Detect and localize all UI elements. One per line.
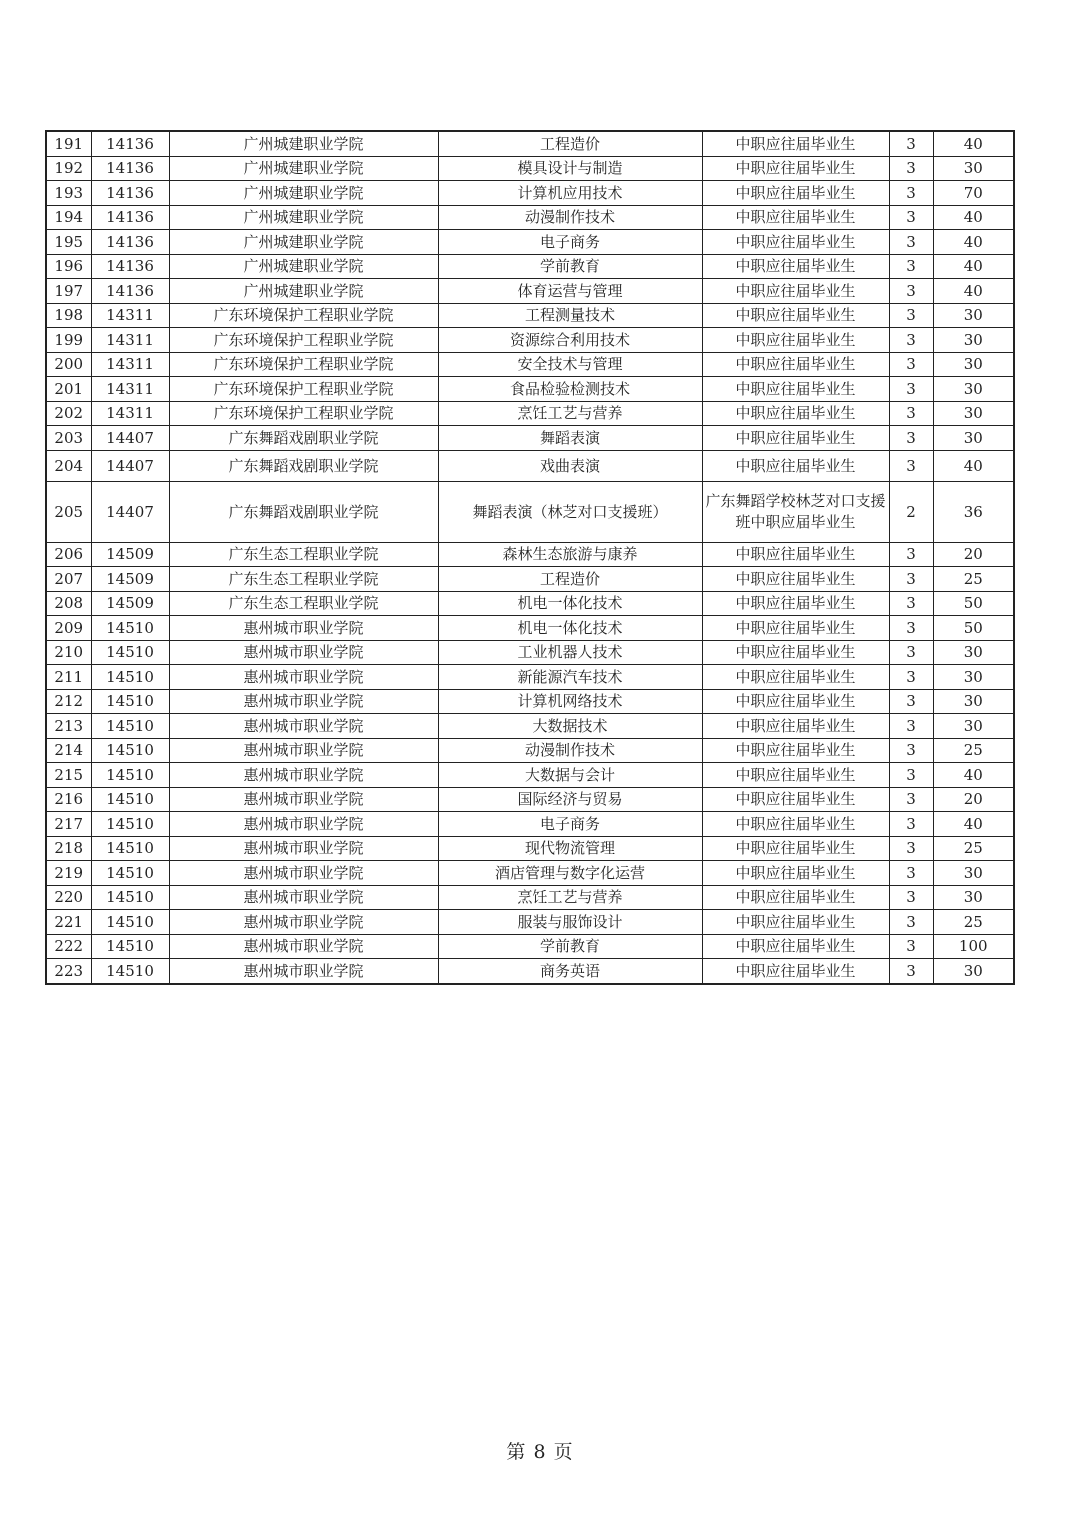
- row-number-cell: 196: [46, 254, 91, 279]
- enrollment-target-cell: 中职应往届毕业生: [702, 303, 889, 328]
- enrollment-target-cell: 中职应往届毕业生: [702, 861, 889, 886]
- table-row: [46, 959, 1014, 984]
- school-name-cell: 惠州城市职业学院: [169, 885, 438, 910]
- study-years-cell: 3: [889, 328, 933, 353]
- school-code-cell: 14311: [91, 352, 169, 377]
- table-row: [46, 836, 1014, 861]
- enrollment-target-cell: 中职应往届毕业生: [702, 591, 889, 616]
- row-number-cell: 205: [46, 481, 91, 542]
- row-number-cell: 208: [46, 591, 91, 616]
- study-years-cell: 3: [889, 640, 933, 665]
- school-code-cell: 14136: [91, 131, 169, 156]
- enrollment-target-cell: 中职应往届毕业生: [702, 934, 889, 959]
- row-number-cell: 214: [46, 738, 91, 763]
- enrollment-quota-cell: 100: [933, 934, 1014, 959]
- school-name-cell: 惠州城市职业学院: [169, 959, 438, 984]
- school-name-cell: 广东舞蹈戏剧职业学院: [169, 426, 438, 451]
- school-name-cell: 广东生态工程职业学院: [169, 542, 438, 567]
- enrollment-quota-cell: 36: [933, 481, 1014, 542]
- school-name-cell: 惠州城市职业学院: [169, 616, 438, 641]
- school-code-cell: 14510: [91, 763, 169, 788]
- school-code-cell: 14510: [91, 959, 169, 984]
- enrollment-quota-cell: 40: [933, 763, 1014, 788]
- major-name-cell: 烹饪工艺与营养: [438, 885, 702, 910]
- enrollment-target-cell: 中职应往届毕业生: [702, 156, 889, 181]
- row-number-cell: 206: [46, 542, 91, 567]
- table-row: [46, 377, 1014, 402]
- table-row: [46, 714, 1014, 739]
- table-row: [46, 328, 1014, 353]
- row-number-cell: 211: [46, 665, 91, 690]
- major-name-cell: 工程造价: [438, 131, 702, 156]
- school-name-cell: 广州城建职业学院: [169, 254, 438, 279]
- major-name-cell: 动漫制作技术: [438, 738, 702, 763]
- school-code-cell: 14510: [91, 885, 169, 910]
- study-years-cell: 3: [889, 836, 933, 861]
- major-name-cell: 学前教育: [438, 254, 702, 279]
- enrollment-quota-cell: 40: [933, 131, 1014, 156]
- table-row: [46, 279, 1014, 304]
- table-row: [46, 591, 1014, 616]
- school-name-cell: 广东舞蹈戏剧职业学院: [169, 481, 438, 542]
- school-name-cell: 惠州城市职业学院: [169, 787, 438, 812]
- study-years-cell: 3: [889, 567, 933, 592]
- school-code-cell: 14136: [91, 181, 169, 206]
- enrollment-quota-cell: 20: [933, 787, 1014, 812]
- major-name-cell: 计算机网络技术: [438, 689, 702, 714]
- school-name-cell: 广东环境保护工程职业学院: [169, 303, 438, 328]
- enrollment-target-cell: 中职应往届毕业生: [702, 131, 889, 156]
- major-name-cell: 体育运营与管理: [438, 279, 702, 304]
- enrollment-quota-cell: 30: [933, 377, 1014, 402]
- school-code-cell: 14509: [91, 567, 169, 592]
- major-name-cell: 动漫制作技术: [438, 205, 702, 230]
- school-name-cell: 广东舞蹈戏剧职业学院: [169, 450, 438, 481]
- school-code-cell: 14510: [91, 836, 169, 861]
- row-number-cell: 200: [46, 352, 91, 377]
- table-row: [46, 640, 1014, 665]
- school-code-cell: 14136: [91, 230, 169, 255]
- enrollment-target-cell: 中职应往届毕业生: [702, 230, 889, 255]
- major-name-cell: 计算机应用技术: [438, 181, 702, 206]
- study-years-cell: 3: [889, 303, 933, 328]
- enrollment-quota-cell: 40: [933, 279, 1014, 304]
- school-code-cell: 14510: [91, 910, 169, 935]
- school-name-cell: 惠州城市职业学院: [169, 934, 438, 959]
- enrollment-target-cell: 中职应往届毕业生: [702, 885, 889, 910]
- study-years-cell: 3: [889, 205, 933, 230]
- enrollment-quota-cell: 50: [933, 616, 1014, 641]
- school-name-cell: 广州城建职业学院: [169, 230, 438, 255]
- study-years-cell: 3: [889, 812, 933, 837]
- study-years-cell: 3: [889, 131, 933, 156]
- table-row: [46, 542, 1014, 567]
- school-code-cell: 14136: [91, 156, 169, 181]
- row-number-cell: 217: [46, 812, 91, 837]
- enrollment-quota-cell: 40: [933, 230, 1014, 255]
- school-name-cell: 惠州城市职业学院: [169, 763, 438, 788]
- enrollment-target-cell: 中职应往届毕业生: [702, 254, 889, 279]
- major-name-cell: 新能源汽车技术: [438, 665, 702, 690]
- enrollment-target-cell: 中职应往届毕业生: [702, 812, 889, 837]
- school-code-cell: 14136: [91, 254, 169, 279]
- page-number: 第 8 页: [506, 1441, 574, 1463]
- study-years-cell: 3: [889, 230, 933, 255]
- school-code-cell: 14510: [91, 665, 169, 690]
- school-code-cell: 14510: [91, 689, 169, 714]
- school-name-cell: 惠州城市职业学院: [169, 665, 438, 690]
- table-row: [46, 352, 1014, 377]
- enrollment-table: [45, 130, 1015, 985]
- study-years-cell: 3: [889, 714, 933, 739]
- major-name-cell: 国际经济与贸易: [438, 787, 702, 812]
- major-name-cell: 机电一体化技术: [438, 591, 702, 616]
- school-name-cell: 广东环境保护工程职业学院: [169, 352, 438, 377]
- enrollment-target-cell: 中职应往届毕业生: [702, 377, 889, 402]
- study-years-cell: 3: [889, 542, 933, 567]
- enrollment-target-cell: 中职应往届毕业生: [702, 542, 889, 567]
- enrollment-target-cell: 中职应往届毕业生: [702, 205, 889, 230]
- school-name-cell: 广东生态工程职业学院: [169, 567, 438, 592]
- major-name-cell: 机电一体化技术: [438, 616, 702, 641]
- enrollment-target-cell: 中职应往届毕业生: [702, 665, 889, 690]
- table-row: [46, 885, 1014, 910]
- school-name-cell: 惠州城市职业学院: [169, 738, 438, 763]
- school-name-cell: 广州城建职业学院: [169, 205, 438, 230]
- major-name-cell: 商务英语: [438, 959, 702, 984]
- study-years-cell: 3: [889, 861, 933, 886]
- major-name-cell: 戏曲表演: [438, 450, 702, 481]
- row-number-cell: 221: [46, 910, 91, 935]
- table-row: [46, 254, 1014, 279]
- enrollment-quota-cell: 25: [933, 910, 1014, 935]
- table-row: [46, 481, 1014, 542]
- table-row: [46, 812, 1014, 837]
- study-years-cell: 3: [889, 450, 933, 481]
- row-number-cell: 193: [46, 181, 91, 206]
- study-years-cell: 3: [889, 254, 933, 279]
- row-number-cell: 210: [46, 640, 91, 665]
- major-name-cell: 电子商务: [438, 230, 702, 255]
- school-name-cell: 广州城建职业学院: [169, 279, 438, 304]
- major-name-cell: 学前教育: [438, 934, 702, 959]
- major-name-cell: 烹饪工艺与营养: [438, 401, 702, 426]
- major-name-cell: 酒店管理与数字化运营: [438, 861, 702, 886]
- table-row: [46, 205, 1014, 230]
- enrollment-target-cell: 中职应往届毕业生: [702, 352, 889, 377]
- study-years-cell: 2: [889, 481, 933, 542]
- enrollment-quota-cell: 40: [933, 450, 1014, 481]
- major-name-cell: 工程测量技术: [438, 303, 702, 328]
- major-name-cell: 现代物流管理: [438, 836, 702, 861]
- enrollment-quota-cell: 30: [933, 303, 1014, 328]
- table-row: [46, 567, 1014, 592]
- school-code-cell: 14510: [91, 934, 169, 959]
- school-code-cell: 14311: [91, 303, 169, 328]
- enrollment-quota-cell: 70: [933, 181, 1014, 206]
- row-number-cell: 192: [46, 156, 91, 181]
- enrollment-quota-cell: 30: [933, 352, 1014, 377]
- major-name-cell: 森林生态旅游与康养: [438, 542, 702, 567]
- table-row: [46, 910, 1014, 935]
- study-years-cell: 3: [889, 401, 933, 426]
- school-name-cell: 惠州城市职业学院: [169, 714, 438, 739]
- enrollment-quota-cell: 30: [933, 665, 1014, 690]
- table-row: [46, 156, 1014, 181]
- row-number-cell: 199: [46, 328, 91, 353]
- school-code-cell: 14510: [91, 787, 169, 812]
- study-years-cell: 3: [889, 934, 933, 959]
- table-row: [46, 738, 1014, 763]
- major-name-cell: 食品检验检测技术: [438, 377, 702, 402]
- row-number-cell: 212: [46, 689, 91, 714]
- row-number-cell: 220: [46, 885, 91, 910]
- major-name-cell: 舞蹈表演: [438, 426, 702, 451]
- major-name-cell: 大数据与会计: [438, 763, 702, 788]
- study-years-cell: 3: [889, 787, 933, 812]
- table-row: [46, 616, 1014, 641]
- table-row: [46, 131, 1014, 156]
- enrollment-quota-cell: 40: [933, 254, 1014, 279]
- study-years-cell: 3: [889, 352, 933, 377]
- enrollment-quota-cell: 25: [933, 836, 1014, 861]
- school-code-cell: 14510: [91, 812, 169, 837]
- enrollment-target-cell: 中职应往届毕业生: [702, 450, 889, 481]
- study-years-cell: 3: [889, 279, 933, 304]
- study-years-cell: 3: [889, 377, 933, 402]
- table-row: [46, 426, 1014, 451]
- enrollment-quota-cell: 50: [933, 591, 1014, 616]
- enrollment-quota-cell: 40: [933, 205, 1014, 230]
- school-code-cell: 14311: [91, 401, 169, 426]
- enrollment-quota-cell: 30: [933, 328, 1014, 353]
- school-name-cell: 广东生态工程职业学院: [169, 591, 438, 616]
- enrollment-target-cell: 中职应往届毕业生: [702, 910, 889, 935]
- school-name-cell: 惠州城市职业学院: [169, 812, 438, 837]
- row-number-cell: 194: [46, 205, 91, 230]
- table-row: [46, 689, 1014, 714]
- table-row: [46, 763, 1014, 788]
- study-years-cell: 3: [889, 689, 933, 714]
- school-code-cell: 14407: [91, 450, 169, 481]
- row-number-cell: 204: [46, 450, 91, 481]
- school-code-cell: 14510: [91, 616, 169, 641]
- school-name-cell: 广州城建职业学院: [169, 181, 438, 206]
- enrollment-target-cell: 中职应往届毕业生: [702, 640, 889, 665]
- school-code-cell: 14509: [91, 591, 169, 616]
- school-name-cell: 惠州城市职业学院: [169, 640, 438, 665]
- row-number-cell: 207: [46, 567, 91, 592]
- enrollment-target-cell: 广东舞蹈学校林芝对口支援班中职应届毕业生: [702, 481, 889, 542]
- enrollment-quota-cell: 30: [933, 156, 1014, 181]
- study-years-cell: 3: [889, 181, 933, 206]
- study-years-cell: 3: [889, 959, 933, 984]
- row-number-cell: 219: [46, 861, 91, 886]
- table-row: [46, 665, 1014, 690]
- school-code-cell: 14509: [91, 542, 169, 567]
- school-name-cell: 广东环境保护工程职业学院: [169, 377, 438, 402]
- major-name-cell: 舞蹈表演（林芝对口支援班）: [438, 481, 702, 542]
- study-years-cell: 3: [889, 156, 933, 181]
- enrollment-target-cell: 中职应往届毕业生: [702, 279, 889, 304]
- table-row: [46, 303, 1014, 328]
- study-years-cell: 3: [889, 591, 933, 616]
- row-number-cell: 223: [46, 959, 91, 984]
- study-years-cell: 3: [889, 910, 933, 935]
- enrollment-target-cell: 中职应往届毕业生: [702, 567, 889, 592]
- enrollment-quota-cell: 40: [933, 812, 1014, 837]
- enrollment-quota-cell: 30: [933, 426, 1014, 451]
- study-years-cell: 3: [889, 616, 933, 641]
- major-name-cell: 工程造价: [438, 567, 702, 592]
- study-years-cell: 3: [889, 426, 933, 451]
- major-name-cell: 大数据技术: [438, 714, 702, 739]
- enrollment-quota-cell: 30: [933, 640, 1014, 665]
- school-code-cell: 14311: [91, 328, 169, 353]
- table-row: [46, 181, 1014, 206]
- school-name-cell: 广东环境保护工程职业学院: [169, 328, 438, 353]
- table-row: [46, 934, 1014, 959]
- enrollment-target-cell: 中职应往届毕业生: [702, 328, 889, 353]
- school-name-cell: 惠州城市职业学院: [169, 910, 438, 935]
- school-name-cell: 惠州城市职业学院: [169, 836, 438, 861]
- major-name-cell: 电子商务: [438, 812, 702, 837]
- row-number-cell: 213: [46, 714, 91, 739]
- study-years-cell: 3: [889, 763, 933, 788]
- row-number-cell: 209: [46, 616, 91, 641]
- major-name-cell: 服装与服饰设计: [438, 910, 702, 935]
- school-name-cell: 广州城建职业学院: [169, 156, 438, 181]
- row-number-cell: 215: [46, 763, 91, 788]
- row-number-cell: 222: [46, 934, 91, 959]
- school-name-cell: 广东环境保护工程职业学院: [169, 401, 438, 426]
- row-number-cell: 201: [46, 377, 91, 402]
- table-row: [46, 787, 1014, 812]
- enrollment-quota-cell: 30: [933, 959, 1014, 984]
- school-code-cell: 14136: [91, 205, 169, 230]
- school-code-cell: 14407: [91, 481, 169, 542]
- enrollment-target-cell: 中职应往届毕业生: [702, 714, 889, 739]
- school-code-cell: 14311: [91, 377, 169, 402]
- school-code-cell: 14136: [91, 279, 169, 304]
- school-code-cell: 14510: [91, 861, 169, 886]
- major-name-cell: 资源综合利用技术: [438, 328, 702, 353]
- enrollment-target-cell: 中职应往届毕业生: [702, 181, 889, 206]
- enrollment-quota-cell: 30: [933, 885, 1014, 910]
- major-name-cell: 安全技术与管理: [438, 352, 702, 377]
- table-row: [46, 230, 1014, 255]
- row-number-cell: 216: [46, 787, 91, 812]
- enrollment-quota-cell: 30: [933, 401, 1014, 426]
- school-code-cell: 14510: [91, 640, 169, 665]
- enrollment-target-cell: 中职应往届毕业生: [702, 401, 889, 426]
- enrollment-quota-cell: 25: [933, 738, 1014, 763]
- row-number-cell: 191: [46, 131, 91, 156]
- major-name-cell: 工业机器人技术: [438, 640, 702, 665]
- school-code-cell: 14407: [91, 426, 169, 451]
- school-code-cell: 14510: [91, 714, 169, 739]
- row-number-cell: 203: [46, 426, 91, 451]
- row-number-cell: 197: [46, 279, 91, 304]
- enrollment-target-cell: 中职应往届毕业生: [702, 763, 889, 788]
- enrollment-target-cell: 中职应往届毕业生: [702, 426, 889, 451]
- study-years-cell: 3: [889, 885, 933, 910]
- enrollment-quota-cell: 25: [933, 567, 1014, 592]
- enrollment-target-cell: 中职应往届毕业生: [702, 738, 889, 763]
- enrollment-table-container: [45, 130, 1013, 985]
- major-name-cell: 模具设计与制造: [438, 156, 702, 181]
- school-name-cell: 惠州城市职业学院: [169, 689, 438, 714]
- enrollment-target-cell: 中职应往届毕业生: [702, 836, 889, 861]
- enrollment-target-cell: 中职应往届毕业生: [702, 787, 889, 812]
- table-row: [46, 861, 1014, 886]
- table-row: [46, 450, 1014, 481]
- row-number-cell: 218: [46, 836, 91, 861]
- school-code-cell: 14510: [91, 738, 169, 763]
- school-name-cell: 广州城建职业学院: [169, 131, 438, 156]
- school-name-cell: 惠州城市职业学院: [169, 861, 438, 886]
- table-row: [46, 401, 1014, 426]
- enrollment-target-cell: 中职应往届毕业生: [702, 959, 889, 984]
- row-number-cell: 198: [46, 303, 91, 328]
- row-number-cell: 202: [46, 401, 91, 426]
- enrollment-quota-cell: 30: [933, 714, 1014, 739]
- enrollment-quota-cell: 20: [933, 542, 1014, 567]
- enrollment-target-cell: 中职应往届毕业生: [702, 689, 889, 714]
- study-years-cell: 3: [889, 665, 933, 690]
- enrollment-quota-cell: 30: [933, 861, 1014, 886]
- enrollment-quota-cell: 30: [933, 689, 1014, 714]
- table-body: [46, 131, 1014, 984]
- row-number-cell: 195: [46, 230, 91, 255]
- study-years-cell: 3: [889, 738, 933, 763]
- enrollment-target-cell: 中职应往届毕业生: [702, 616, 889, 641]
